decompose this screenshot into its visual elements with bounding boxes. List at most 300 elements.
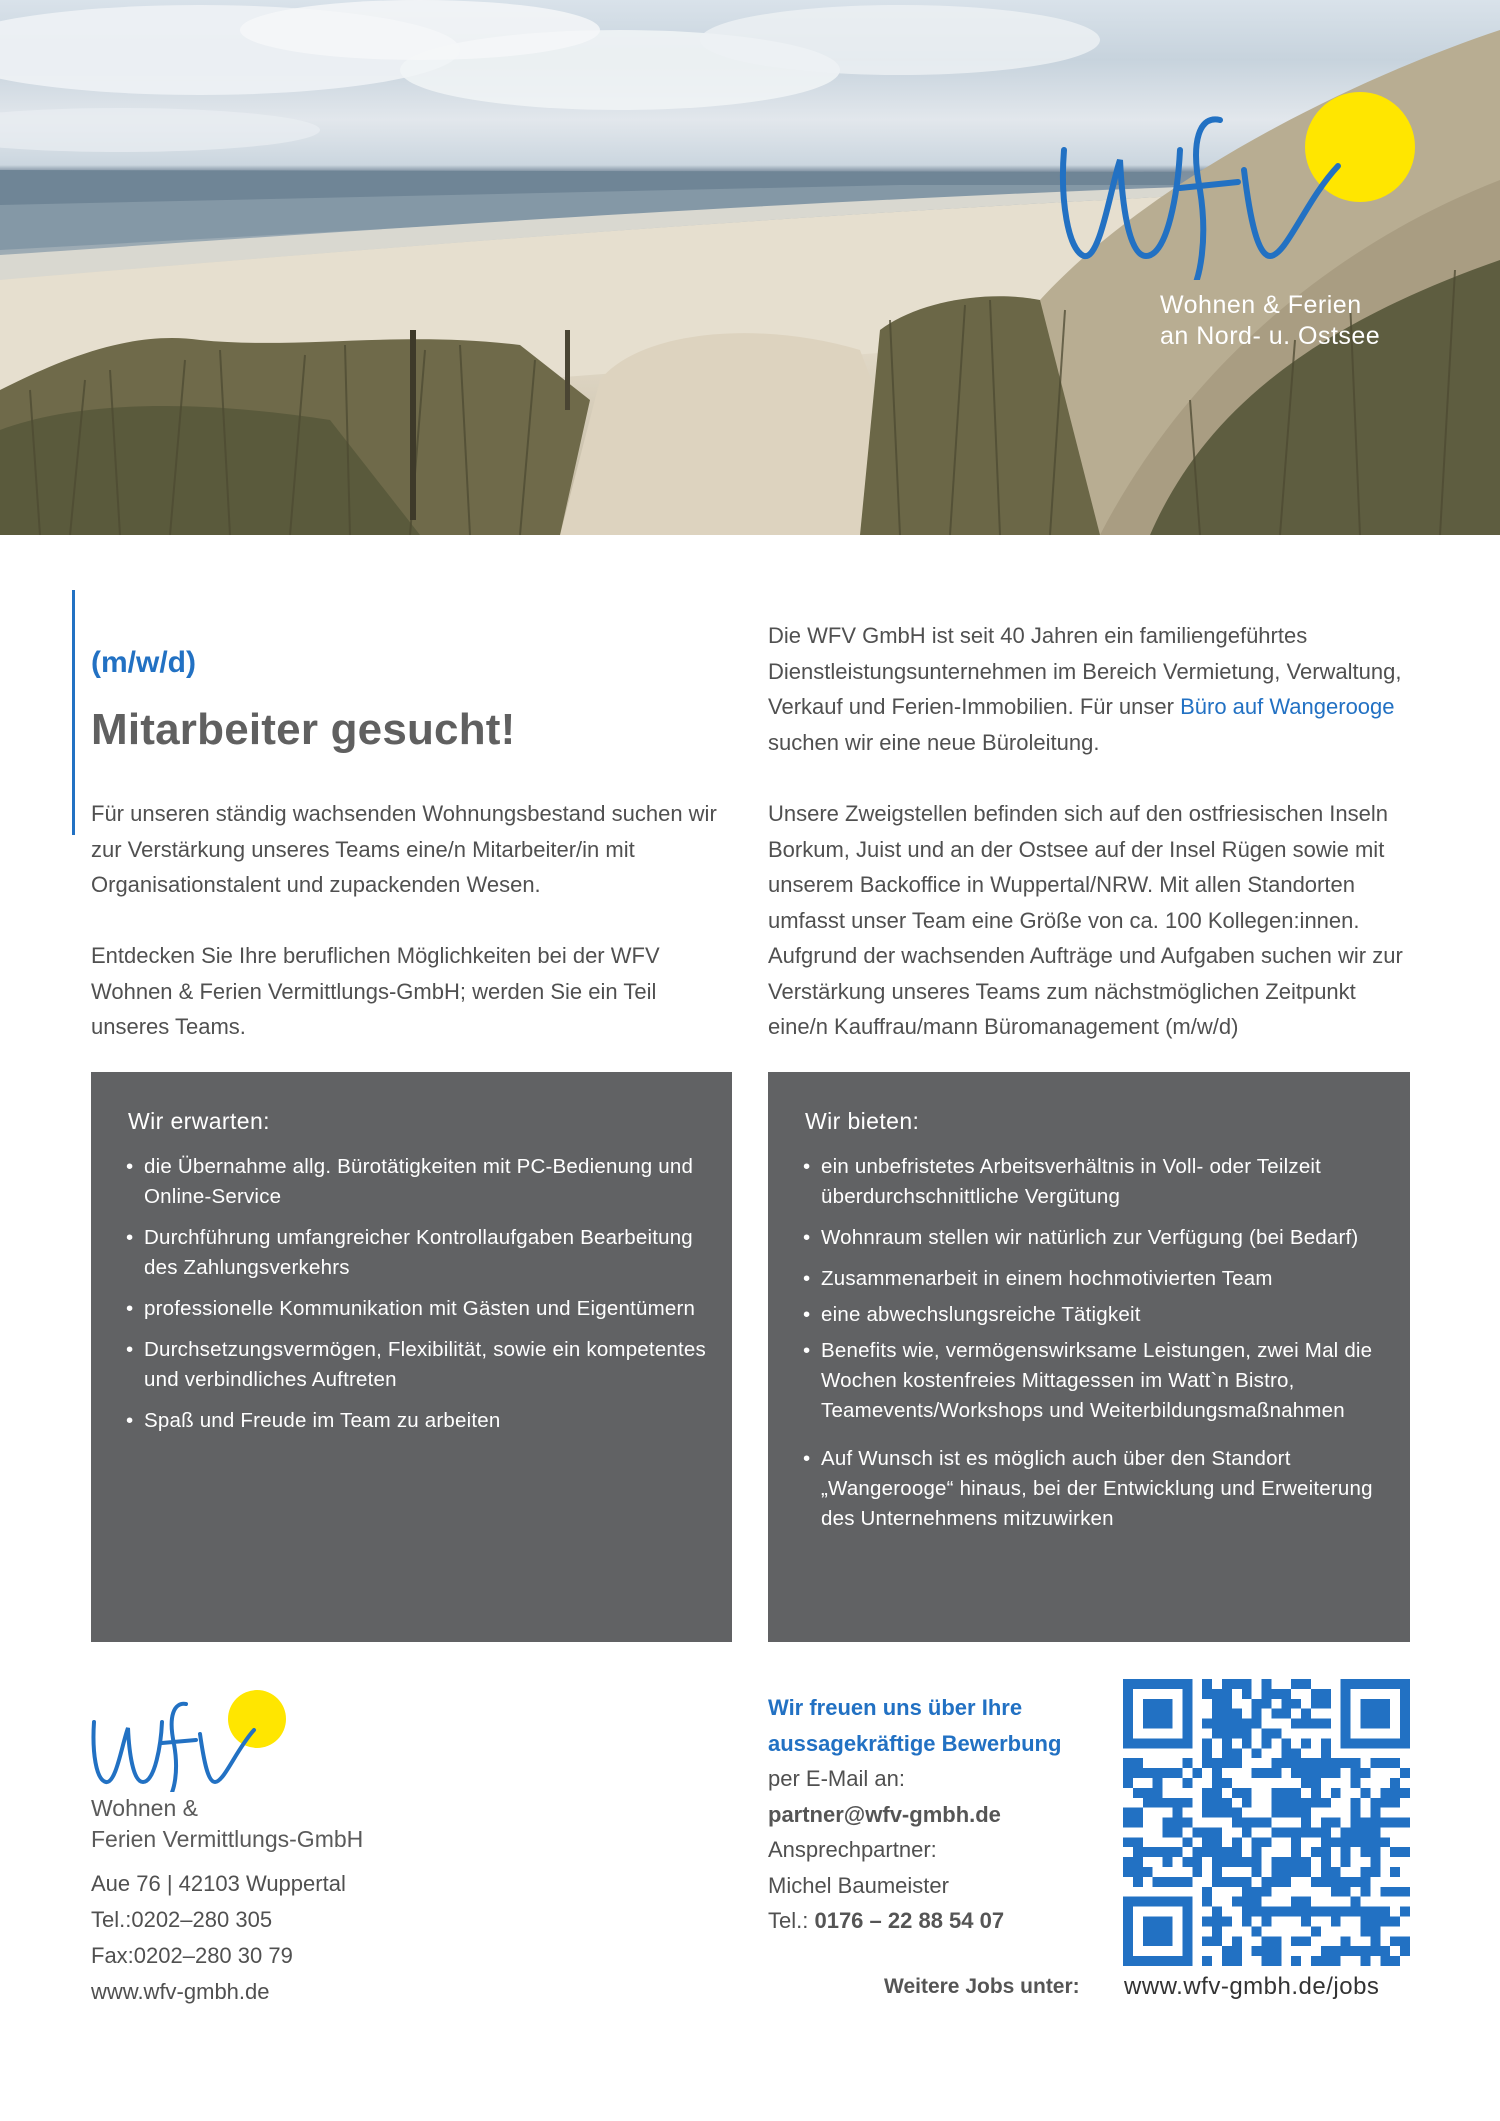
apply-heading-line1: Wir freuen uns über Ihre xyxy=(768,1695,1023,1720)
qr-module xyxy=(1361,1956,1371,1966)
qr-module xyxy=(1143,1709,1153,1719)
qr-module xyxy=(1380,1887,1390,1897)
qr-module xyxy=(1301,1738,1311,1748)
qr-module xyxy=(1351,1827,1361,1837)
qr-module xyxy=(1222,1709,1232,1719)
qr-module xyxy=(1380,1818,1390,1828)
qr-module xyxy=(1133,1808,1143,1818)
qr-module xyxy=(1172,1956,1182,1966)
qr-module xyxy=(1232,1956,1242,1966)
expectations-list xyxy=(126,1152,706,1447)
qr-module xyxy=(1271,1709,1281,1719)
qr-module xyxy=(1143,1936,1153,1946)
qr-module xyxy=(1163,1917,1173,1927)
qr-module xyxy=(1153,1788,1163,1798)
qr-module xyxy=(1291,1758,1301,1768)
qr-module xyxy=(1291,1867,1301,1877)
qr-module xyxy=(1301,1679,1311,1689)
qr-module xyxy=(1163,1699,1173,1709)
qr-module xyxy=(1123,1857,1133,1867)
qr-module xyxy=(1262,1946,1272,1956)
qr-module xyxy=(1370,1699,1380,1709)
qr-module xyxy=(1390,1738,1400,1748)
qr-module xyxy=(1271,1877,1281,1887)
jobs-label: Weitere Jobs unter: xyxy=(884,1975,1080,1998)
qr-module xyxy=(1242,1917,1252,1927)
qr-module xyxy=(1262,1877,1272,1887)
qr-module xyxy=(1370,1709,1380,1719)
qr-module xyxy=(1291,1788,1301,1798)
qr-module xyxy=(1390,1788,1400,1798)
qr-module xyxy=(1123,1837,1133,1847)
qr-module xyxy=(1321,1877,1331,1887)
qr-module xyxy=(1370,1867,1380,1877)
list-item: • Durchsetzungsvermögen, Flexibilität, sowie ein kompetentes und verbindliches Auftreten xyxy=(126,1335,706,1395)
qr-module xyxy=(1123,1946,1133,1956)
qr-module xyxy=(1291,1936,1301,1946)
qr-module xyxy=(1202,1897,1212,1907)
qr-module xyxy=(1252,1867,1262,1877)
qr-module xyxy=(1123,1808,1133,1818)
qr-module xyxy=(1400,1709,1410,1719)
qr-module xyxy=(1331,1768,1341,1778)
qr-module xyxy=(1262,1917,1272,1927)
qr-module xyxy=(1242,1728,1252,1738)
qr-module xyxy=(1341,1936,1351,1946)
qr-module xyxy=(1380,1679,1390,1689)
qr-module xyxy=(1212,1837,1222,1847)
qr-module xyxy=(1311,1778,1321,1788)
qr-module xyxy=(1252,1768,1262,1778)
qr-module xyxy=(1212,1798,1222,1808)
qr-module xyxy=(1301,1768,1311,1778)
qr-module xyxy=(1321,1719,1331,1729)
qr-module xyxy=(1252,1699,1262,1709)
qr-module xyxy=(1370,1926,1380,1936)
qr-module xyxy=(1123,1758,1133,1768)
qr-module xyxy=(1400,1768,1410,1778)
qr-module xyxy=(1163,1719,1173,1729)
qr-module xyxy=(1163,1827,1173,1837)
qr-module xyxy=(1153,1699,1163,1709)
qr-module xyxy=(1341,1887,1351,1897)
qr-module xyxy=(1202,1798,1212,1808)
apply-email-label: per E-Mail an: xyxy=(768,1766,905,1791)
qr-module xyxy=(1361,1837,1371,1847)
qr-module xyxy=(1400,1907,1410,1917)
qr-module xyxy=(1212,1788,1222,1798)
qr-module xyxy=(1291,1808,1301,1818)
qr-module xyxy=(1262,1689,1272,1699)
list-item: • ein unbefristetes Arbeitsverhältnis in Voll- oder Teilzeit überdurchschnittliche Vergütung xyxy=(803,1152,1383,1212)
qr-module xyxy=(1341,1679,1351,1689)
qr-module xyxy=(1192,1857,1202,1867)
qr-module xyxy=(1400,1936,1410,1946)
qr-module xyxy=(1271,1956,1281,1966)
qr-module xyxy=(1301,1936,1311,1946)
qr-module xyxy=(1321,1818,1331,1828)
qr-module xyxy=(1252,1818,1262,1828)
list-item: • Wohnraum stellen wir natürlich zur Verfügung (bei Bedarf) xyxy=(803,1223,1383,1253)
qr-module xyxy=(1252,1709,1262,1719)
wfv-wordmark-small xyxy=(88,1682,258,1792)
qr-module xyxy=(1271,1758,1281,1768)
qr-module xyxy=(1123,1956,1133,1966)
qr-module xyxy=(1351,1897,1361,1907)
qr-module xyxy=(1380,1946,1390,1956)
expectations-title: Wir erwarten: xyxy=(128,1108,270,1134)
qr-module xyxy=(1390,1798,1400,1808)
qr-module xyxy=(1202,1738,1212,1748)
qr-module xyxy=(1153,1778,1163,1788)
qr-module xyxy=(1380,1738,1390,1748)
qr-module xyxy=(1370,1738,1380,1748)
qr-module xyxy=(1242,1689,1252,1699)
qr-module xyxy=(1212,1709,1222,1719)
qr-module xyxy=(1281,1689,1291,1699)
qr-module xyxy=(1232,1837,1242,1847)
qr-module xyxy=(1242,1798,1252,1808)
qr-module xyxy=(1133,1818,1143,1828)
qr-module xyxy=(1361,1917,1371,1927)
qr-module xyxy=(1361,1926,1371,1936)
qr-module xyxy=(1321,1689,1331,1699)
qr-module xyxy=(1370,1857,1380,1867)
qr-module xyxy=(1262,1837,1272,1847)
qr-module xyxy=(1182,1926,1192,1936)
qr-module xyxy=(1202,1788,1212,1798)
qr-module xyxy=(1380,1956,1390,1966)
qr-module xyxy=(1202,1689,1212,1699)
qr-module xyxy=(1351,1808,1361,1818)
qr-module xyxy=(1143,1768,1153,1778)
qr-module xyxy=(1321,1738,1331,1748)
qr-code[interactable] xyxy=(1123,1679,1410,1966)
qr-module xyxy=(1331,1758,1341,1768)
qr-module xyxy=(1262,1679,1272,1689)
qr-module xyxy=(1400,1719,1410,1729)
qr-module xyxy=(1182,1798,1192,1808)
qr-module xyxy=(1133,1897,1143,1907)
qr-module xyxy=(1172,1847,1182,1857)
qr-module xyxy=(1252,1926,1262,1936)
qr-module xyxy=(1222,1877,1232,1887)
qr-module xyxy=(1370,1818,1380,1828)
qr-module xyxy=(1212,1907,1222,1917)
qr-module xyxy=(1291,1956,1301,1966)
qr-module xyxy=(1390,1778,1400,1788)
qr-module xyxy=(1163,1936,1173,1946)
qr-module xyxy=(1301,1897,1311,1907)
qr-module xyxy=(1301,1827,1311,1837)
qr-module xyxy=(1321,1768,1331,1778)
qr-module xyxy=(1252,1857,1262,1867)
qr-module xyxy=(1133,1738,1143,1748)
qr-module xyxy=(1311,1877,1321,1887)
application-info xyxy=(768,1690,1061,1939)
qr-module xyxy=(1361,1768,1371,1778)
qr-module xyxy=(1321,1946,1331,1956)
qr-module xyxy=(1291,1827,1301,1837)
qr-module xyxy=(1123,1679,1133,1689)
qr-module xyxy=(1222,1689,1232,1699)
qr-module xyxy=(1163,1798,1173,1808)
qr-module xyxy=(1271,1907,1281,1917)
apply-email-link[interactable]: partner@wfv-gmbh.de xyxy=(768,1801,1001,1827)
qr-module xyxy=(1252,1748,1262,1758)
list-item: • die Übernahme allg. Bürotätigkeiten mit PC-Bedienung und Online-Service xyxy=(126,1152,706,1212)
qr-module xyxy=(1242,1818,1252,1828)
qr-module xyxy=(1212,1689,1222,1699)
qr-module xyxy=(1341,1837,1351,1847)
qr-module xyxy=(1123,1897,1133,1907)
qr-module xyxy=(1351,1837,1361,1847)
qr-module xyxy=(1351,1798,1361,1808)
qr-module xyxy=(1182,1679,1192,1689)
company-fax: Fax:0202–280 30 79 xyxy=(91,1943,293,1968)
qr-module xyxy=(1252,1946,1262,1956)
offers-title: Wir bieten: xyxy=(805,1108,920,1134)
qr-module xyxy=(1232,1679,1242,1689)
qr-module xyxy=(1271,1827,1281,1837)
qr-module xyxy=(1153,1956,1163,1966)
qr-module xyxy=(1252,1897,1262,1907)
qr-module xyxy=(1163,1768,1173,1778)
company-address: Aue 76 | 42103 Wuppertal xyxy=(91,1871,346,1896)
qr-module xyxy=(1202,1748,1212,1758)
qr-module xyxy=(1341,1738,1351,1748)
qr-module xyxy=(1133,1768,1143,1778)
qr-module xyxy=(1311,1719,1321,1729)
qr-module xyxy=(1271,1936,1281,1946)
qr-module xyxy=(1182,1719,1192,1729)
qr-module xyxy=(1222,1778,1232,1788)
qr-module xyxy=(1331,1788,1341,1798)
qr-module xyxy=(1222,1857,1232,1867)
qr-module xyxy=(1271,1689,1281,1699)
qr-module xyxy=(1242,1788,1252,1798)
qr-module xyxy=(1252,1847,1262,1857)
qr-module xyxy=(1301,1798,1311,1808)
qr-module xyxy=(1351,1877,1361,1887)
qr-module xyxy=(1361,1887,1371,1897)
qr-module xyxy=(1232,1788,1242,1798)
qr-module xyxy=(1133,1857,1143,1867)
qr-module xyxy=(1202,1679,1212,1689)
qr-module xyxy=(1281,1788,1291,1798)
qr-module xyxy=(1182,1689,1192,1699)
qr-module xyxy=(1361,1877,1371,1887)
qr-module xyxy=(1361,1847,1371,1857)
qr-module xyxy=(1222,1758,1232,1768)
qr-module xyxy=(1321,1699,1331,1709)
qr-module xyxy=(1281,1748,1291,1758)
qr-module xyxy=(1182,1758,1192,1768)
qr-module xyxy=(1331,1837,1341,1847)
qr-module xyxy=(1380,1719,1390,1729)
qr-module xyxy=(1370,1946,1380,1956)
qr-module xyxy=(1390,1917,1400,1927)
qr-module xyxy=(1321,1956,1331,1966)
jobs-link[interactable]: www.wfv-gmbh.de/jobs xyxy=(1124,1973,1380,2000)
list-item: • Durchführung umfangreicher Kontrollaufgaben Bearbeitung des Zahlungsverkehrs xyxy=(126,1223,706,1283)
qr-module xyxy=(1123,1768,1133,1778)
qr-module xyxy=(1321,1798,1331,1808)
qr-module xyxy=(1341,1709,1351,1719)
qr-module xyxy=(1301,1857,1311,1867)
qr-module xyxy=(1400,1689,1410,1699)
qr-module xyxy=(1361,1679,1371,1689)
qr-module xyxy=(1232,1758,1242,1768)
qr-module xyxy=(1222,1719,1232,1729)
qr-module xyxy=(1390,1758,1400,1768)
qr-module xyxy=(1361,1699,1371,1709)
qr-module xyxy=(1232,1818,1242,1828)
qr-module xyxy=(1172,1798,1182,1808)
qr-module xyxy=(1182,1946,1192,1956)
company-name-line2: Ferien Vermittlungs-GmbH xyxy=(91,1826,364,1852)
qr-module xyxy=(1400,1887,1410,1897)
qr-module xyxy=(1133,1679,1143,1689)
qr-module xyxy=(1212,1857,1222,1867)
qr-module xyxy=(1281,1699,1291,1709)
qr-module xyxy=(1370,1808,1380,1818)
qr-module xyxy=(1202,1758,1212,1768)
list-item: • Auf Wunsch ist es möglich auch über den Standort „Wangerooge“ hinaus, bei der Entwicklung und Erweiterung des Unternehmens mitzuwirken xyxy=(803,1444,1383,1534)
qr-module xyxy=(1163,1897,1173,1907)
qr-module xyxy=(1370,1907,1380,1917)
qr-module xyxy=(1222,1917,1232,1927)
qr-module xyxy=(1380,1788,1390,1798)
qr-module xyxy=(1202,1808,1212,1818)
qr-module xyxy=(1380,1699,1390,1709)
qr-module xyxy=(1212,1936,1222,1946)
qr-module xyxy=(1281,1738,1291,1748)
qr-module xyxy=(1281,1808,1291,1818)
qr-module xyxy=(1153,1926,1163,1936)
company-website-link[interactable]: www.wfv-gmbh.de xyxy=(91,1979,270,2004)
qr-module xyxy=(1380,1709,1390,1719)
qr-module xyxy=(1182,1738,1192,1748)
qr-module xyxy=(1370,1679,1380,1689)
logo-tagline-line2: an Nord- u. Ostsee xyxy=(1160,322,1381,350)
qr-module xyxy=(1311,1699,1321,1709)
qr-module xyxy=(1281,1798,1291,1808)
qr-module xyxy=(1291,1847,1301,1857)
qr-module xyxy=(1123,1867,1133,1877)
qr-module xyxy=(1321,1837,1331,1847)
qr-module xyxy=(1341,1728,1351,1738)
qr-module xyxy=(1281,1827,1291,1837)
qr-module xyxy=(1321,1748,1331,1758)
qr-module xyxy=(1242,1887,1252,1897)
qr-module xyxy=(1232,1847,1242,1857)
company-name xyxy=(91,1793,363,1855)
qr-module xyxy=(1123,1738,1133,1748)
qr-module xyxy=(1321,1867,1331,1877)
qr-module xyxy=(1252,1719,1262,1729)
qr-module xyxy=(1321,1847,1331,1857)
qr-module xyxy=(1143,1788,1153,1798)
qr-module xyxy=(1331,1818,1341,1828)
qr-module xyxy=(1242,1738,1252,1748)
qr-module xyxy=(1351,1946,1361,1956)
qr-module xyxy=(1212,1778,1222,1788)
qr-module xyxy=(1232,1936,1242,1946)
qr-module xyxy=(1172,1818,1182,1828)
offers-list xyxy=(803,1152,1383,1545)
qr-module xyxy=(1153,1679,1163,1689)
qr-module xyxy=(1153,1877,1163,1887)
qr-module xyxy=(1271,1857,1281,1867)
qr-module xyxy=(1321,1907,1331,1917)
qr-module xyxy=(1311,1689,1321,1699)
qr-module xyxy=(1232,1857,1242,1867)
qr-module xyxy=(1351,1679,1361,1689)
qr-module xyxy=(1242,1877,1252,1887)
qr-module xyxy=(1123,1936,1133,1946)
qr-module xyxy=(1143,1738,1153,1748)
qr-module xyxy=(1361,1827,1371,1837)
qr-module xyxy=(1370,1827,1380,1837)
list-item: • eine abwechslungsreiche Tätigkeit xyxy=(803,1300,1383,1330)
list-item: • Zusammenarbeit in einem hochmotivierten Team xyxy=(803,1264,1383,1294)
qr-module xyxy=(1301,1808,1311,1818)
qr-module xyxy=(1242,1719,1252,1729)
qr-module xyxy=(1390,1867,1400,1877)
qr-module xyxy=(1153,1798,1163,1808)
qr-module xyxy=(1262,1936,1272,1946)
qr-module xyxy=(1361,1788,1371,1798)
qr-module xyxy=(1361,1818,1371,1828)
qr-module xyxy=(1143,1917,1153,1927)
qr-module xyxy=(1271,1867,1281,1877)
qr-module xyxy=(1143,1679,1153,1689)
qr-module xyxy=(1400,1818,1410,1828)
qr-module xyxy=(1172,1827,1182,1837)
qr-module xyxy=(1163,1738,1173,1748)
qr-module xyxy=(1361,1907,1371,1917)
qr-module xyxy=(1212,1917,1222,1927)
qr-module xyxy=(1301,1917,1311,1927)
qr-module xyxy=(1400,1946,1410,1956)
qr-module xyxy=(1143,1867,1153,1877)
qr-module xyxy=(1222,1946,1232,1956)
qr-module xyxy=(1291,1907,1301,1917)
qr-module xyxy=(1281,1709,1291,1719)
qr-module xyxy=(1341,1946,1351,1956)
qr-module xyxy=(1143,1897,1153,1907)
qr-module xyxy=(1123,1818,1133,1828)
qr-module xyxy=(1341,1719,1351,1729)
qr-module xyxy=(1361,1709,1371,1719)
qr-module xyxy=(1370,1719,1380,1729)
qr-module xyxy=(1341,1857,1351,1867)
qr-module xyxy=(1232,1897,1242,1907)
contact-tel xyxy=(768,1903,1061,1939)
qr-module xyxy=(1232,1748,1242,1758)
qr-module xyxy=(1133,1788,1143,1798)
qr-module xyxy=(1123,1719,1133,1729)
qr-module xyxy=(1202,1837,1212,1847)
branches-paragraph: Unsere Zweigstellen befinden sich auf den ostfriesischen Inseln Borkum, Juist und an der Ostsee auf der Insel Rügen sowie mit unserem Backoffice in Wuppertal/NRW. Mit allen Standorten umfasst unser Team eine Größe von ca. 100 Kollegen:innen. Aufgrund der wachsenden Aufträge und Aufgaben suchen wir zur Verstärkung unseres Teams zum nächstmöglichen Zeitpunkt eine/n Kauffrau/mann Büromanagement (m/w/d) xyxy=(768,801,1403,1039)
qr-module xyxy=(1123,1917,1133,1927)
qr-module xyxy=(1163,1709,1173,1719)
qr-module xyxy=(1232,1728,1242,1738)
qr-module xyxy=(1291,1768,1301,1778)
qr-module xyxy=(1370,1917,1380,1927)
company-paragraph-end: suchen wir eine neue Büroleitung. xyxy=(768,729,1100,755)
